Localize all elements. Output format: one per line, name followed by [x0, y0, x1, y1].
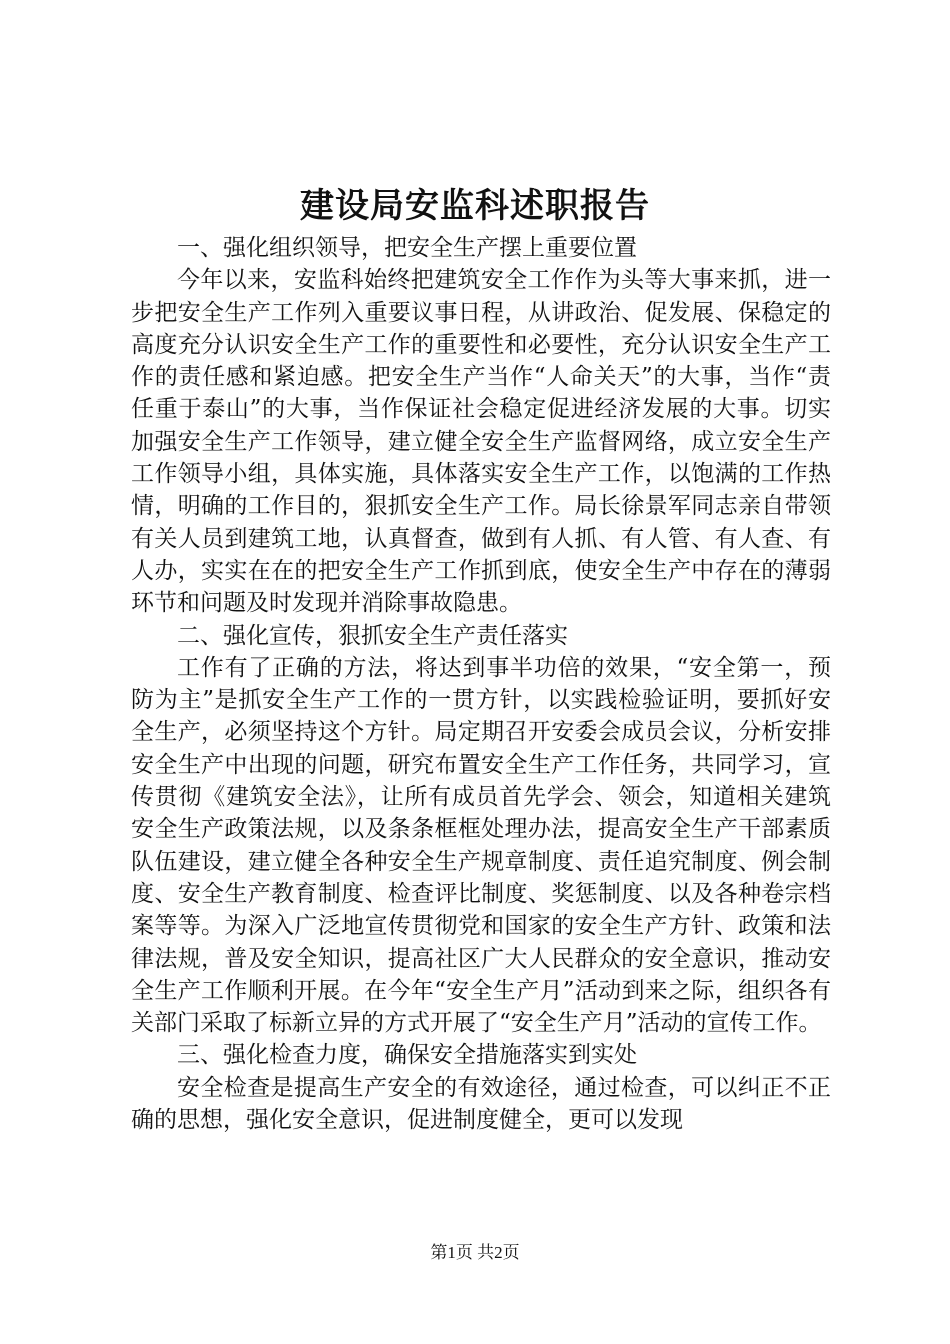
section-heading-2: 二、强化宣传，狠抓安全生产责任落实	[177, 622, 568, 649]
section-heading-1: 一、强化组织领导，把安全生产摆上重要位置	[177, 235, 637, 261]
section-paragraph-2: 工作有了正确的方法，将达到事半功倍的效果，“安全第一，预防为主”是抓安全生产工作的一贯方针，以实践检验证明，要抓好安全生产，必须坚持这个方针。局定期召开安委会成员会议，分析安排安全生产中出现的问题，研究布置安全生产工作任务，共同学习，宣传贯彻《建筑安全法》，让所有成员首先学会、领会，知道相关建筑安全生产政策法规，以及条条框框处理办法，提高安全生产干部素质队伍建设，建立健全各种安全生产规章制度、责任追究制度、例会制度、安全生产教育制度、检查评比制度、奖惩制度、以及各种卷宗档案等等。为深入广泛地宣传贯彻党和国家的安全生产方针、政策和法律法规，普及安全知识，提高社区广大人民群众的安全意识，推动安全生产工作顺利开展。在今年“安全生产月”活动到来之际，组织各有关部门采取了标新立异的方式开展了“安全生产月”活动的宣传工作。	[131, 654, 831, 1037]
section-paragraph-3: 安全检查是提高生产安全的有效途径，通过检查，可以纠正不正确的思想，强化安全意识，促进制度健全，更可以发现	[131, 1074, 831, 1134]
document-title: 建设局安监科述职报告	[300, 186, 650, 226]
document-body	[131, 232, 831, 1136]
page-footer: 第1页 共2页	[430, 1243, 520, 1262]
section-heading-3: 三、强化检查力度，确保安全措施落实到实处	[177, 1042, 637, 1069]
section-paragraph-1: 今年以来，安监科始终把建筑安全工作作为头等大事来抓，进一步把安全生产工作列入重要议事日程，从讲政治、促发展、保稳定的高度充分认识安全生产工作的重要性和必要性，充分认识安全生产工作的责任感和紧迫感。把安全生产当作“人命关天”的大事，当作“责任重于泰山”的大事，当作保证社会稳定促进经济发展的大事。切实加强安全生产工作领导，建立健全安全生产监督网络，成立安全生产工作领导小组，具体实施，具体落实安全生产工作，以饱满的工作热情，明确的工作目的，狠抓安全生产工作。局长徐景军同志亲自带领有关人员到建筑工地，认真督查，做到有人抓、有人管、有人查、有人办，实实在在的把安全生产工作抓到底，使安全生产中存在的薄弱环节和问题及时发现并消除事故隐患。	[131, 267, 831, 617]
